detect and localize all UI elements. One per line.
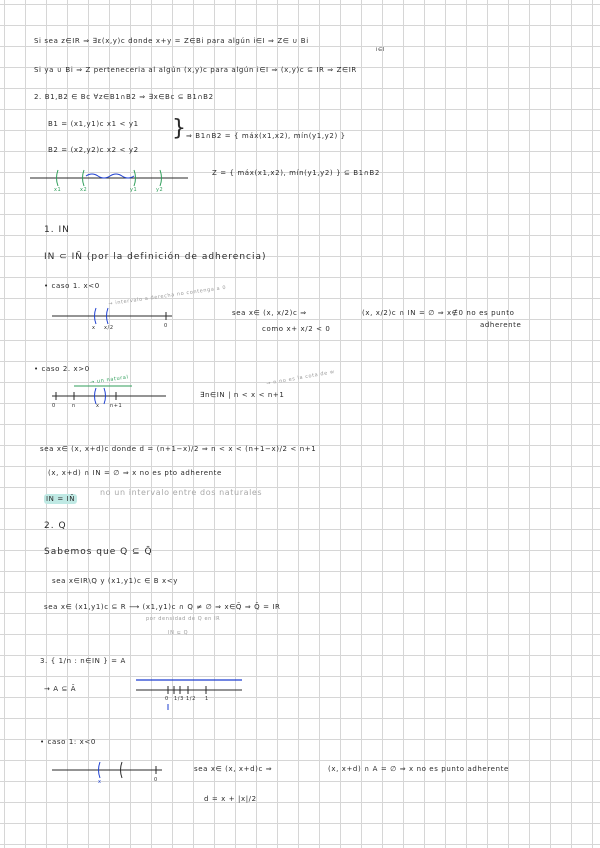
case-1-result-cont: adherente <box>480 321 522 329</box>
case-2-label-x: x <box>96 403 100 409</box>
case-2-label-n: n <box>72 403 76 409</box>
a-label-one-half: 1/2 <box>186 696 196 702</box>
q-density-note-2: IN ⊆ Q <box>168 630 189 636</box>
line-b2-def: B2 = (x2,y2)c x2 < y2 <box>48 146 139 154</box>
line-union-1-subscript: i∈I <box>376 47 386 53</box>
line-union-2: Si ya ∪ Bi ⇒ Z perteneceria al algún (x,y)c para algún i∈I ⇒ (x,y)c ⊆ IR ⇒ Z∈IR <box>34 66 357 74</box>
case-1-sea: sea x∈ (x, x/2)c ⇒ <box>232 309 307 317</box>
case-3-sea: sea x∈ (x, x+d)c ⇒ <box>194 765 273 773</box>
a-label-one-third: 1/3 <box>174 696 184 702</box>
line-sea-d: sea x∈ (x, x+d)c donde d = (n+1−x)/2 ⇒ n < x < (n+1−x)/2 < n+1 <box>40 445 317 453</box>
case-3-title: • caso 1: x<0 <box>40 738 96 746</box>
section-3-title: 3. { 1/n : n∈IN } = A <box>40 657 126 665</box>
case-1-title: • caso 1. x<0 <box>44 282 100 290</box>
line-n-subset-closure: IN ⊂ IN̄ (por la definición de adherencia) <box>44 252 267 262</box>
line-sea-q: sea x∈IR\Q y (x1,y1)c ∈ B x<y <box>52 577 178 585</box>
case-2-label-zero: 0 <box>52 403 56 409</box>
result-n-closure-note: no un intervalo entre dos naturales <box>100 488 263 497</box>
line-a-subset: → A ⊆ Ā <box>44 685 77 693</box>
a-label-one: 1 <box>205 696 209 702</box>
fig1-label-x1: x1 <box>54 187 62 193</box>
case-1-hint: → intervalo a derecha no contenga a 0 <box>108 284 227 308</box>
case-1-label-x-half: x/2 <box>104 325 114 331</box>
curly-brace: } <box>172 116 186 141</box>
fig1-label-y1: y1 <box>130 187 138 193</box>
line-q-dense: sea x∈ (x1,y1)c ⊆ R ⟶ (x1,y1)c ∩ Q ≠ ∅ ⇒ x∈Q̄ ⇒ Q̄ = IR <box>44 603 281 611</box>
case-2-hint: → un natural <box>89 374 129 386</box>
case-1-label-x: x <box>92 325 96 331</box>
case-2-exists-n: ∃n∈IN | n < x < n+1 <box>200 391 285 399</box>
case-2-label-n-plus-1: n+1 <box>110 403 123 409</box>
section-1-title: 1. IN <box>44 225 70 235</box>
q-density-note: por densidad de Q en IR <box>146 616 221 622</box>
case-1-result: (x, x/2)c ∩ IN = ∅ ⇒ x∉0 no es punto <box>362 309 515 317</box>
case-1-como: como x+ x/2 < 0 <box>262 325 331 333</box>
line-z-eq: Z = { máx(x1,x2), mín(y1,y2) } ⊆ B1∩B2 <box>212 169 380 177</box>
line-b1-def: B1 = (x1,y1)c x1 < y1 <box>48 120 139 128</box>
a-label-zero: 0 <box>165 696 169 702</box>
section-2-title: 2. Q <box>44 521 67 531</box>
line-intersection-eq: ⇒ B1∩B2 = { máx(x1,x2), mín(y1,y2) } <box>186 132 346 140</box>
case-3-label-zero: 0 <box>154 777 158 783</box>
line-base-item-2: 2. B1,B2 ∈ Bc ∀z∈B1∩B2 ⇒ ∃x∈Bc ⊆ B1∩B2 <box>34 93 214 101</box>
case-1-label-zero: 0 <box>164 323 168 329</box>
case-3-label-x: x <box>98 779 102 785</box>
case-2-title: • caso 2. x>0 <box>34 365 90 373</box>
result-n-closure-highlight: IN = IN̄ <box>46 495 76 503</box>
line-not-adherent: (x, x+d) ∩ IN = ∅ ⇒ x no es pto adherente <box>48 469 222 477</box>
line-q-subset: Sabemos que Q ⊆ Q̄ <box>44 547 153 557</box>
line-union-1: Si sea z∈IR ⇒ ∃ε(x,y)c donde x+y = Z∈Bi para algún i∈I ⇒ Z∈ ∪ Bi <box>34 37 309 45</box>
fig1-label-x2: x2 <box>80 187 88 193</box>
case-2-hint-bound: → n no es la cota de w <box>265 369 336 387</box>
fig1-label-y2: y2 <box>156 187 164 193</box>
case-3-result: (x, x+d) ∩ A = ∅ ⇒ x no es punto adherente <box>328 765 509 773</box>
case-3-d-def: d = x + |x|/2 <box>204 795 257 803</box>
